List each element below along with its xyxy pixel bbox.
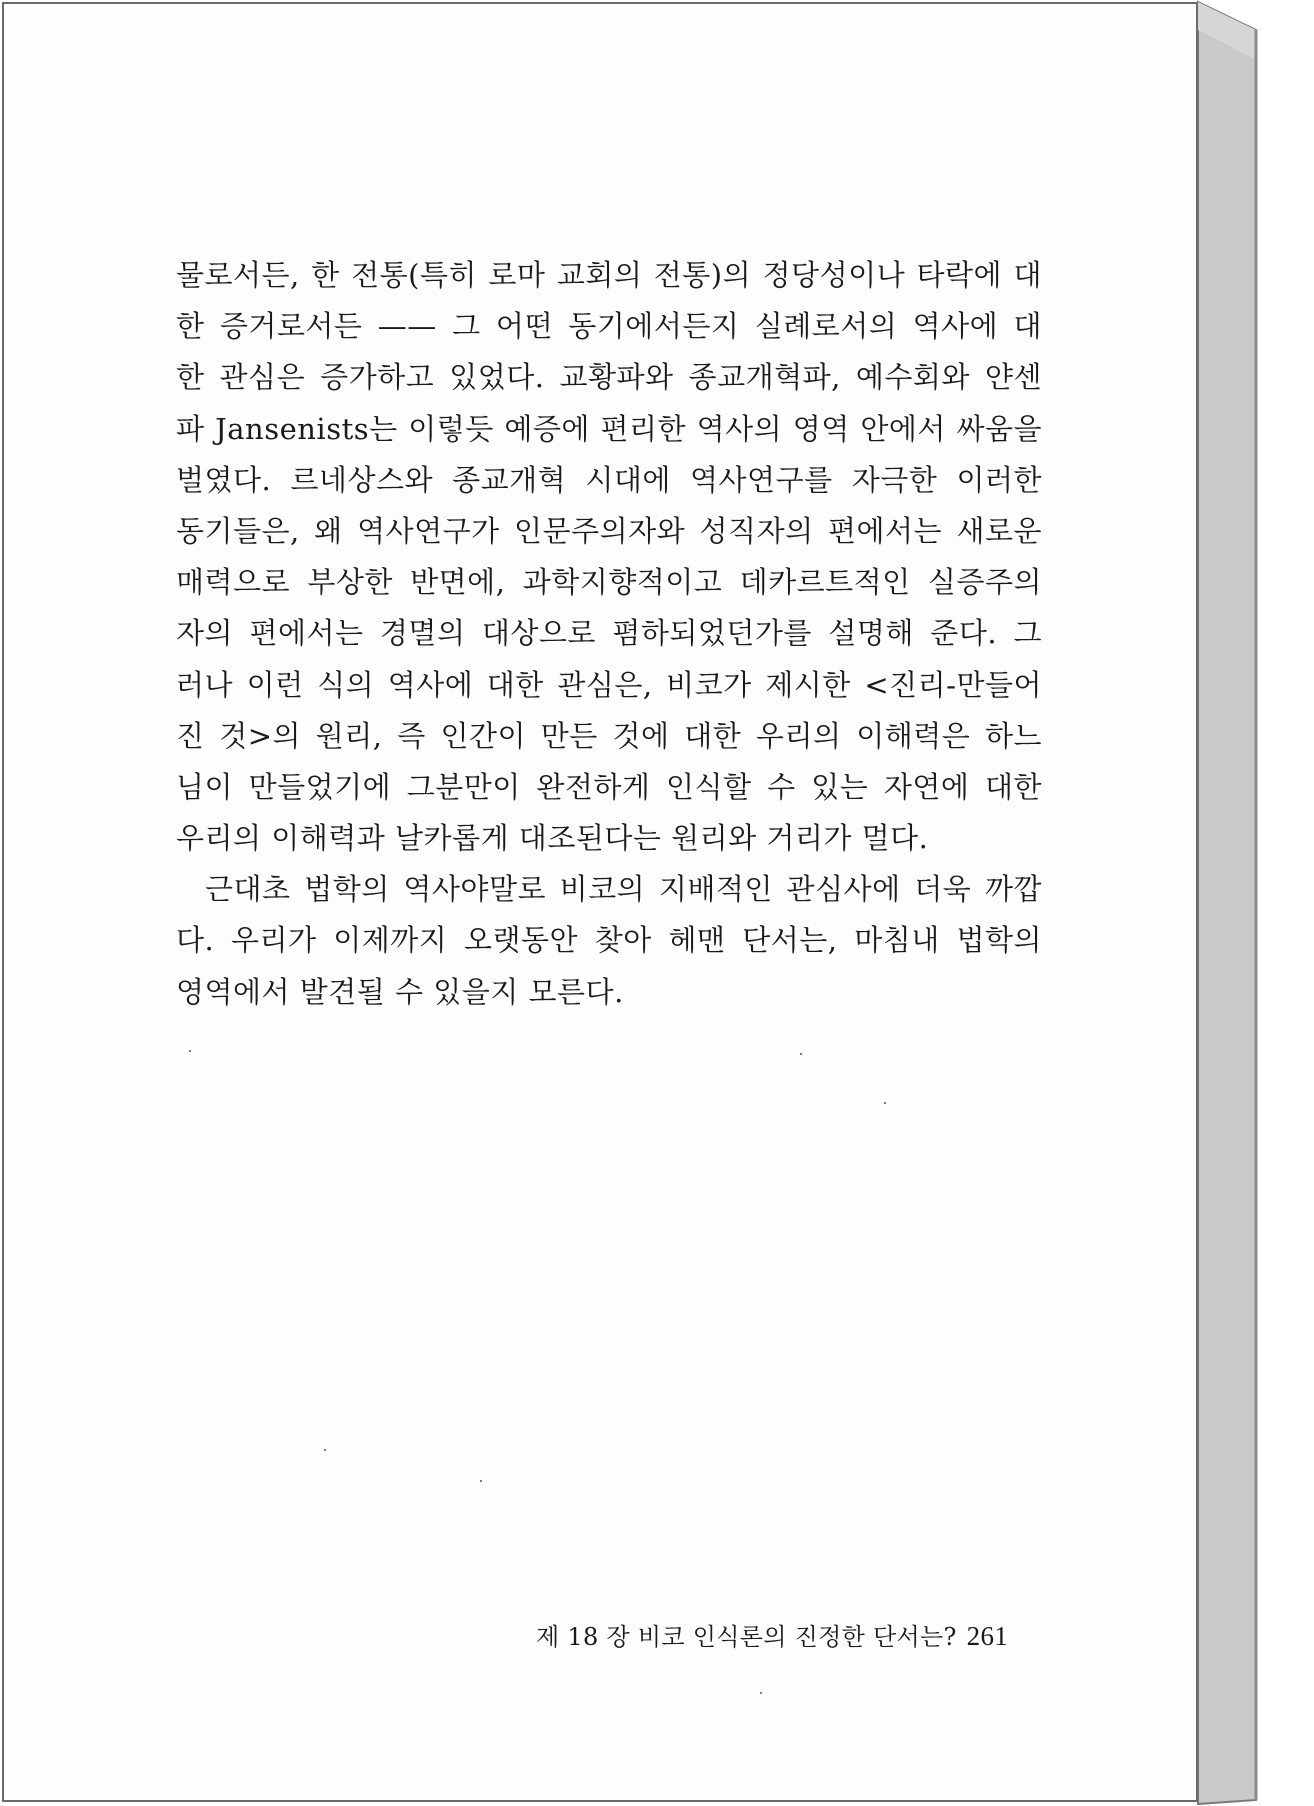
text-line: 진 것>의 원리, 즉 인간이 만든 것에 대한 우리의 이해력은 하느 — [176, 718, 1042, 753]
text-line: 님이 만들었기에 그분만이 완전하게 인식할 수 있는 자연에 대한 — [176, 769, 1042, 804]
paper-speck — [480, 1480, 482, 1482]
paper-speck — [189, 1050, 191, 1052]
paper-speck — [884, 1102, 886, 1104]
text-line: 한 증거로서든 —— 그 어떤 동기에서든지 실례로서의 역사에 대 — [176, 309, 1042, 344]
text-line: 우리의 이해력과 날카롭게 대조된다는 원리와 거리가 멀다. — [176, 821, 929, 856]
paper-speck — [324, 1449, 326, 1451]
page-footer — [536, 1617, 1009, 1652]
text-line: 러나 이런 식의 역사에 대한 관심은, 비코가 제시한 <진리-만들어 — [176, 667, 1042, 702]
page-number: 261 — [966, 1621, 1009, 1651]
text-line: 매력으로 부상한 반면에, 과학지향적이고 데카르트적인 실증주의 — [176, 565, 1042, 600]
running-title: 제 18 장 비코 인식론의 진정한 단서는? — [536, 1623, 957, 1651]
text-line: 근대초 법학의 역사야말로 비코의 지배적인 관심사에 더욱 까깝 — [205, 872, 1042, 907]
text-line: 물로서든, 한 전통(특히 로마 교회의 전통)의 정당성이나 타락에 대 — [176, 258, 1042, 292]
text-line: 다. 우리가 이제까지 오랫동안 찾아 헤맨 단서는, 마침내 법학의 — [176, 923, 1042, 958]
text-line: 한 관심은 증가하고 있었다. 교황파와 종교개혁파, 예수회와 얀센 — [176, 360, 1042, 395]
text-line: 영역에서 발견될 수 있을지 모른다. — [176, 974, 624, 1009]
text-line: 자의 편에서는 경멸의 대상으로 폄하되었던가를 설명해 준다. 그 — [176, 616, 1042, 651]
paper-speck — [760, 1692, 762, 1694]
body-text — [176, 250, 1042, 1018]
paper-speck — [800, 1053, 802, 1055]
text-line: 벌였다. 르네상스와 종교개혁 시대에 역사연구를 자극한 이러한 — [176, 462, 1042, 497]
text-line: 파 Jansenists는 이렇듯 예증에 편리한 역사의 영역 안에서 싸움을 — [176, 411, 1042, 446]
text-line: 동기들은, 왜 역사연구가 인문주의자와 성직자의 편에서는 새로운 — [176, 513, 1042, 548]
